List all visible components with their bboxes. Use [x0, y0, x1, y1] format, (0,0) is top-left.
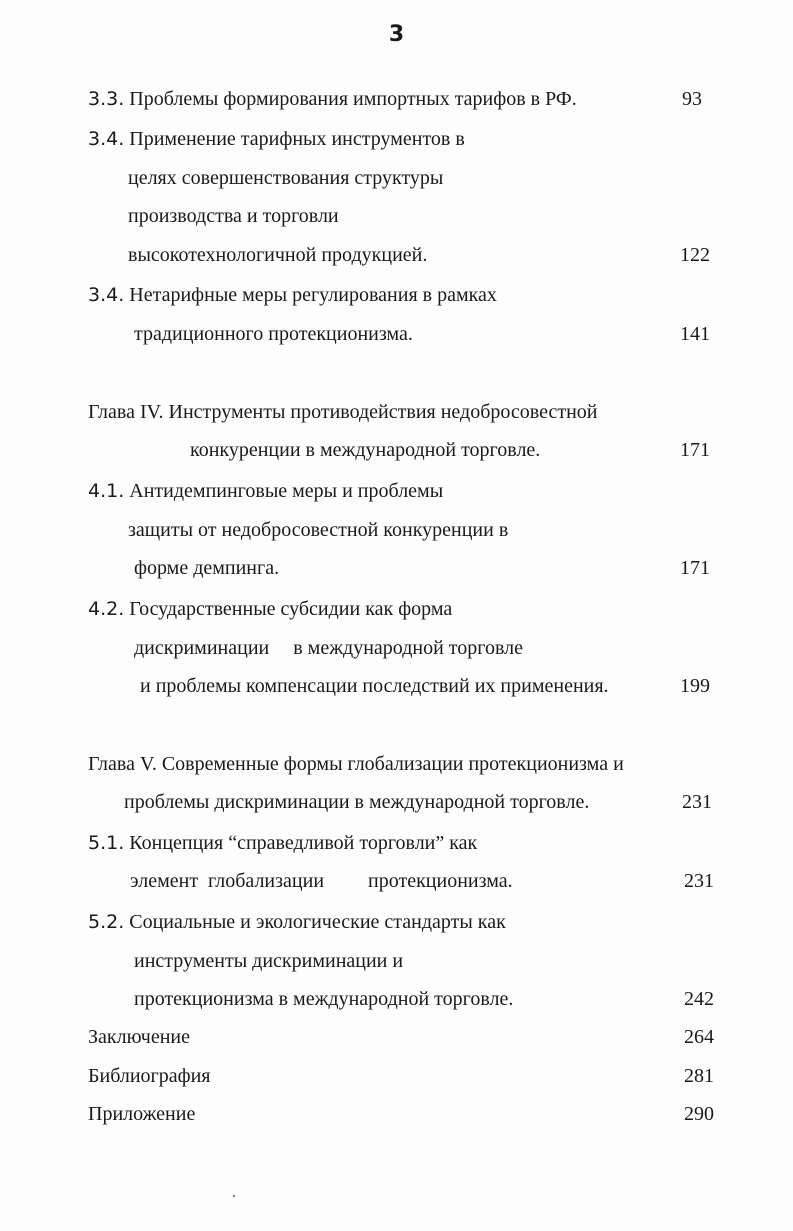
chapter-title: Глава V. Современные формы глобализации протекционизма и [88, 753, 624, 775]
line-fragment: протекционизма. [368, 870, 513, 892]
toc-line [88, 127, 465, 151]
page-ref: 242 [684, 988, 714, 1010]
page-ref: 122 [680, 244, 710, 266]
section-number: 3.4. [88, 128, 125, 150]
page-ref: 93 [682, 88, 702, 110]
chapter-title-continuation: конкуренции в международной торговле. [190, 439, 541, 461]
section-number: 3.3. [88, 88, 125, 110]
chapter-title: Глава IV. Инструменты противодействия недобросовестной [88, 401, 598, 423]
toc-line-continuation [134, 636, 523, 660]
page-ref: 141 [680, 323, 710, 345]
section-number: 4.1. [88, 480, 125, 502]
section-number: 4.2. [88, 598, 125, 620]
section-title: Проблемы формирования импортных тарифов в РФ. [129, 88, 577, 110]
section-title: Антидемпинговые меры и проблемы [129, 480, 444, 502]
section-title: Государственные субсидии как форма [129, 598, 453, 620]
section-title: Применение тарифных инструментов в [129, 128, 465, 150]
toc-line-continuation: и проблемы компенсации последствий их применения. [140, 675, 609, 697]
line-fragment: в международной торговле [293, 637, 524, 659]
toc-line [88, 87, 577, 111]
section-title: Нетарифные меры регулирования в рамках [129, 284, 497, 306]
page-ref: 199 [680, 675, 710, 697]
section-title: Концепция “справедливой торговли” как [129, 832, 478, 854]
section-title: Социальные и экологические стандарты как [129, 911, 506, 933]
chapter-title-continuation: проблемы дискриминации в международной торговле. [124, 791, 590, 813]
toc-line [88, 910, 506, 934]
toc-line-continuation: традиционного протекционизма. [134, 323, 413, 345]
page-ref: 281 [684, 1065, 714, 1087]
toc-line [88, 597, 452, 621]
toc-line-continuation: высокотехнологичной продукцией. [128, 244, 428, 266]
toc-label: Заключение [88, 1026, 190, 1048]
line-fragment: дискриминации [134, 637, 270, 659]
page-ref: 231 [684, 870, 714, 892]
scan-speck [233, 1195, 235, 1197]
section-number: 5.1. [88, 832, 125, 854]
toc-line-continuation: производства и торговли [128, 205, 339, 227]
toc-line-continuation: защиты от недобросовестной конкуренции в [128, 519, 509, 541]
page-ref: 171 [680, 439, 710, 461]
page-ref: 171 [680, 557, 710, 579]
toc-line-continuation: форме демпинга. [134, 557, 280, 579]
toc-line [88, 283, 497, 307]
page-ref: 290 [684, 1103, 714, 1125]
toc-label: Библиография [88, 1065, 211, 1087]
page-ref: 264 [684, 1026, 714, 1048]
toc-line-continuation: протекционизма в международной торговле. [134, 988, 514, 1010]
toc-label: Приложение [88, 1103, 196, 1125]
toc-line [88, 831, 477, 855]
page-ref: 231 [682, 791, 712, 813]
toc-line-continuation: целях совершенствования структуры [128, 167, 444, 189]
line-fragment: элемент глобализации [130, 870, 325, 892]
page-number: 3 [388, 22, 405, 47]
toc-line-continuation: инструменты дискриминации и [134, 950, 404, 972]
section-number: 5.2. [88, 911, 125, 933]
toc-line [88, 479, 443, 503]
section-number: 3.4. [88, 284, 125, 306]
toc-line-continuation [130, 869, 513, 893]
